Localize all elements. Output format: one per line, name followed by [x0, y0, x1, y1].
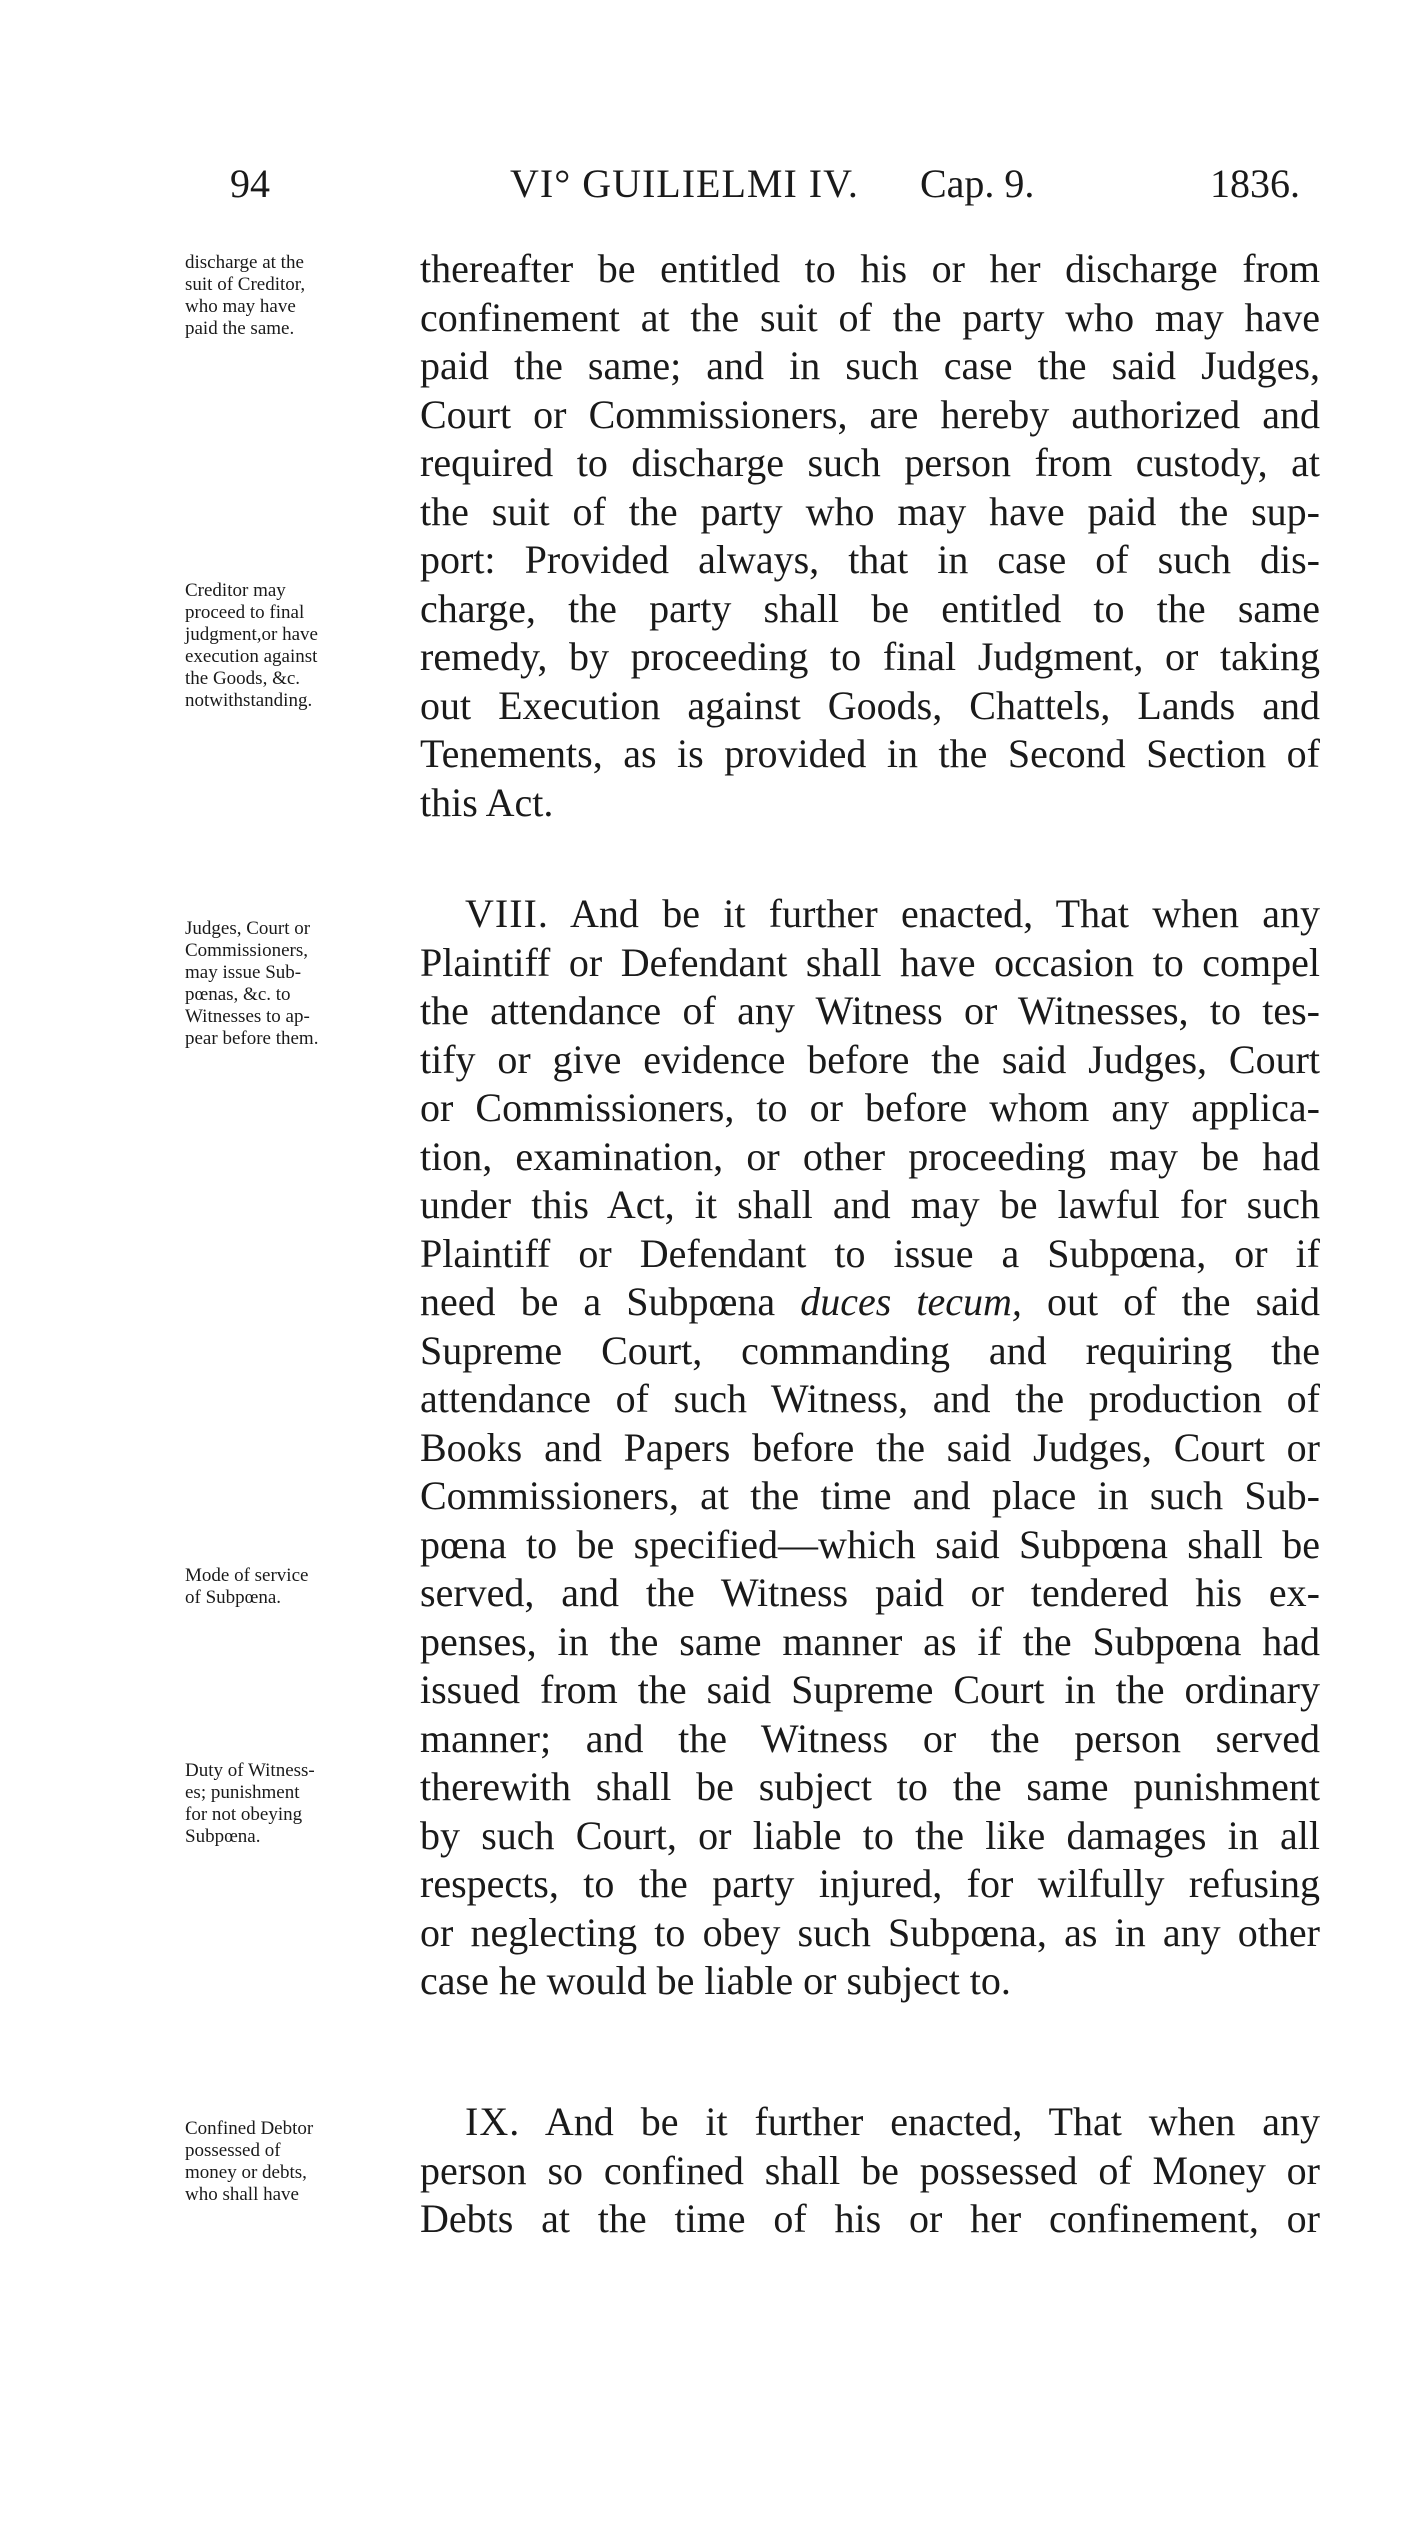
text-fragment: And be it further enacted, That when any	[544, 2099, 1321, 2144]
margin-note-line: possessed of	[185, 2140, 281, 2161]
text-line: or neglecting to obey such Subpœna, as in any other	[420, 1909, 1320, 1955]
text-line: Court or Commissioners, are hereby authorized and	[420, 391, 1320, 437]
margin-note-line: Mode of service	[185, 1565, 309, 1586]
margin-note-line: discharge at the	[185, 252, 304, 273]
margin-note-confined-debtor	[185, 2118, 420, 2206]
text-fragment: out of the said	[1047, 1279, 1321, 1324]
text-line: Commissioners, at the time and place in such Sub-	[420, 1473, 1320, 1518]
text-line: the attendance of any Witness or Witnesses, to tes-	[420, 988, 1320, 1033]
margin-note-line: the Goods, &c.	[185, 668, 301, 689]
text-line: out Execution against Goods, Chattels, Lands and	[420, 682, 1320, 728]
text-line-duces-tecum	[420, 1278, 1320, 1327]
text-fragment: need be a Subpœna	[420, 1279, 776, 1324]
text-line: Supreme Court, commanding and requiring the	[420, 1327, 1320, 1373]
margin-note-discharge	[185, 252, 420, 340]
section-first-line	[420, 890, 1320, 939]
margin-note-creditor	[185, 580, 420, 712]
section-number: VIII.	[465, 891, 549, 936]
margin-note-line: es; punishment	[185, 1782, 300, 1803]
text-line: person so confined shall be possessed of Money or	[420, 2147, 1320, 2193]
text-line: thereafter be entitled to his or her discharge from	[420, 246, 1320, 291]
margin-note-line: may issue Sub-	[185, 962, 302, 983]
text-line: port: Provided always, that in case of such dis-	[420, 537, 1320, 582]
text-line: served, and the Witness paid or tendered his ex-	[420, 1570, 1320, 1615]
section-first-line	[420, 2098, 1320, 2147]
margin-note-line: Judges, Court or	[185, 918, 311, 939]
margin-note-line: paid the same.	[185, 318, 295, 339]
statute-title: VI° GUILIELMI IV.	[510, 161, 859, 206]
margin-note-duty	[185, 1760, 420, 1848]
page-number: 94	[230, 161, 270, 206]
text-line: this Act.	[420, 779, 554, 825]
section-ix	[420, 2098, 1320, 2244]
margin-note-line: Duty of Witness-	[185, 1760, 315, 1781]
text-line: Plaintiff or Defendant to issue a Subpœna, or if	[420, 1230, 1320, 1276]
text-line: penses, in the same manner as if the Subpœna had	[420, 1618, 1320, 1664]
year: 1836.	[1210, 161, 1300, 206]
margin-note-line: of Subpœna.	[185, 1587, 282, 1608]
text-line: Debts at the time of his or her confinement, or	[420, 2196, 1320, 2241]
running-header	[215, 160, 1325, 220]
margin-note-line: suit of Creditor,	[185, 274, 306, 295]
margin-note-line: for not obeying	[185, 1804, 303, 1825]
text-line: by such Court, or liable to the like damages in all	[420, 1812, 1320, 1858]
text-line: Books and Papers before the said Judges, Court or	[420, 1424, 1320, 1470]
margin-note-line: who shall have	[185, 2184, 299, 2205]
text-line: attendance of such Witness, and the production of	[420, 1376, 1320, 1421]
margin-note-line: judgment,or have	[185, 624, 318, 645]
text-line: tion, examination, or other proceeding may be had	[420, 1133, 1320, 1179]
text-line: tify or give evidence before the said Judges, Court	[420, 1036, 1320, 1082]
margin-note-service	[185, 1565, 420, 1609]
text-line: under this Act, it shall and may be lawful for such	[420, 1182, 1320, 1227]
italic-phrase: duces tecum,	[800, 1279, 1022, 1324]
margin-note-line: notwithstanding.	[185, 690, 313, 711]
margin-note-line: who may have	[185, 296, 296, 317]
section-number: IX.	[465, 2099, 521, 2144]
margin-note-line: pœnas, &c. to	[185, 984, 291, 1005]
paragraph-continuation	[420, 245, 1320, 827]
section-viii	[420, 890, 1320, 2006]
text-line: confinement at the suit of the party who may have	[420, 294, 1320, 340]
text-line: issued from the said Supreme Court in the ordinary	[420, 1667, 1320, 1712]
text-line: or Commissioners, to or before whom any applica-	[420, 1085, 1320, 1130]
text-line: manner; and the Witness or the person served	[420, 1715, 1320, 1761]
margin-note-line: Commissioners,	[185, 940, 308, 961]
margin-note-line: execution against	[185, 646, 318, 667]
text-line: paid the same; and in such case the said Judges,	[420, 343, 1320, 388]
chapter-number: Cap. 9.	[920, 161, 1035, 206]
text-line: Tenements, as is provided in the Second Section of	[420, 731, 1320, 776]
margin-note-subpoenas	[185, 918, 420, 1050]
margin-note-line: Confined Debtor	[185, 2118, 314, 2139]
text-line: charge, the party shall be entitled to the same	[420, 585, 1320, 631]
text-line: Plaintiff or Defendant shall have occasion to compel	[420, 939, 1320, 985]
margin-note-line: Subpœna.	[185, 1826, 261, 1847]
margin-note-line: pear before them.	[185, 1028, 319, 1049]
text-fragment: And be it further enacted, That when any	[569, 891, 1321, 936]
text-line: pœna to be specified—which said Subpœna shall be	[420, 1521, 1320, 1567]
text-line: required to discharge such person from custody, at	[420, 440, 1320, 485]
margin-note-line: proceed to final	[185, 602, 305, 623]
text-line: respects, to the party injured, for wilfully refusing	[420, 1861, 1320, 1906]
text-line: therewith shall be subject to the same punishment	[420, 1764, 1320, 1809]
text-line: remedy, by proceeding to final Judgment, or taking	[420, 634, 1320, 679]
text-line: case he would be liable or subject to.	[420, 1958, 1011, 2003]
margin-note-line: Witnesses to ap-	[185, 1006, 310, 1027]
text-line: the suit of the party who may have paid the sup-	[420, 488, 1320, 534]
margin-note-line: money or debts,	[185, 2162, 307, 2183]
margin-note-line: Creditor may	[185, 580, 286, 601]
